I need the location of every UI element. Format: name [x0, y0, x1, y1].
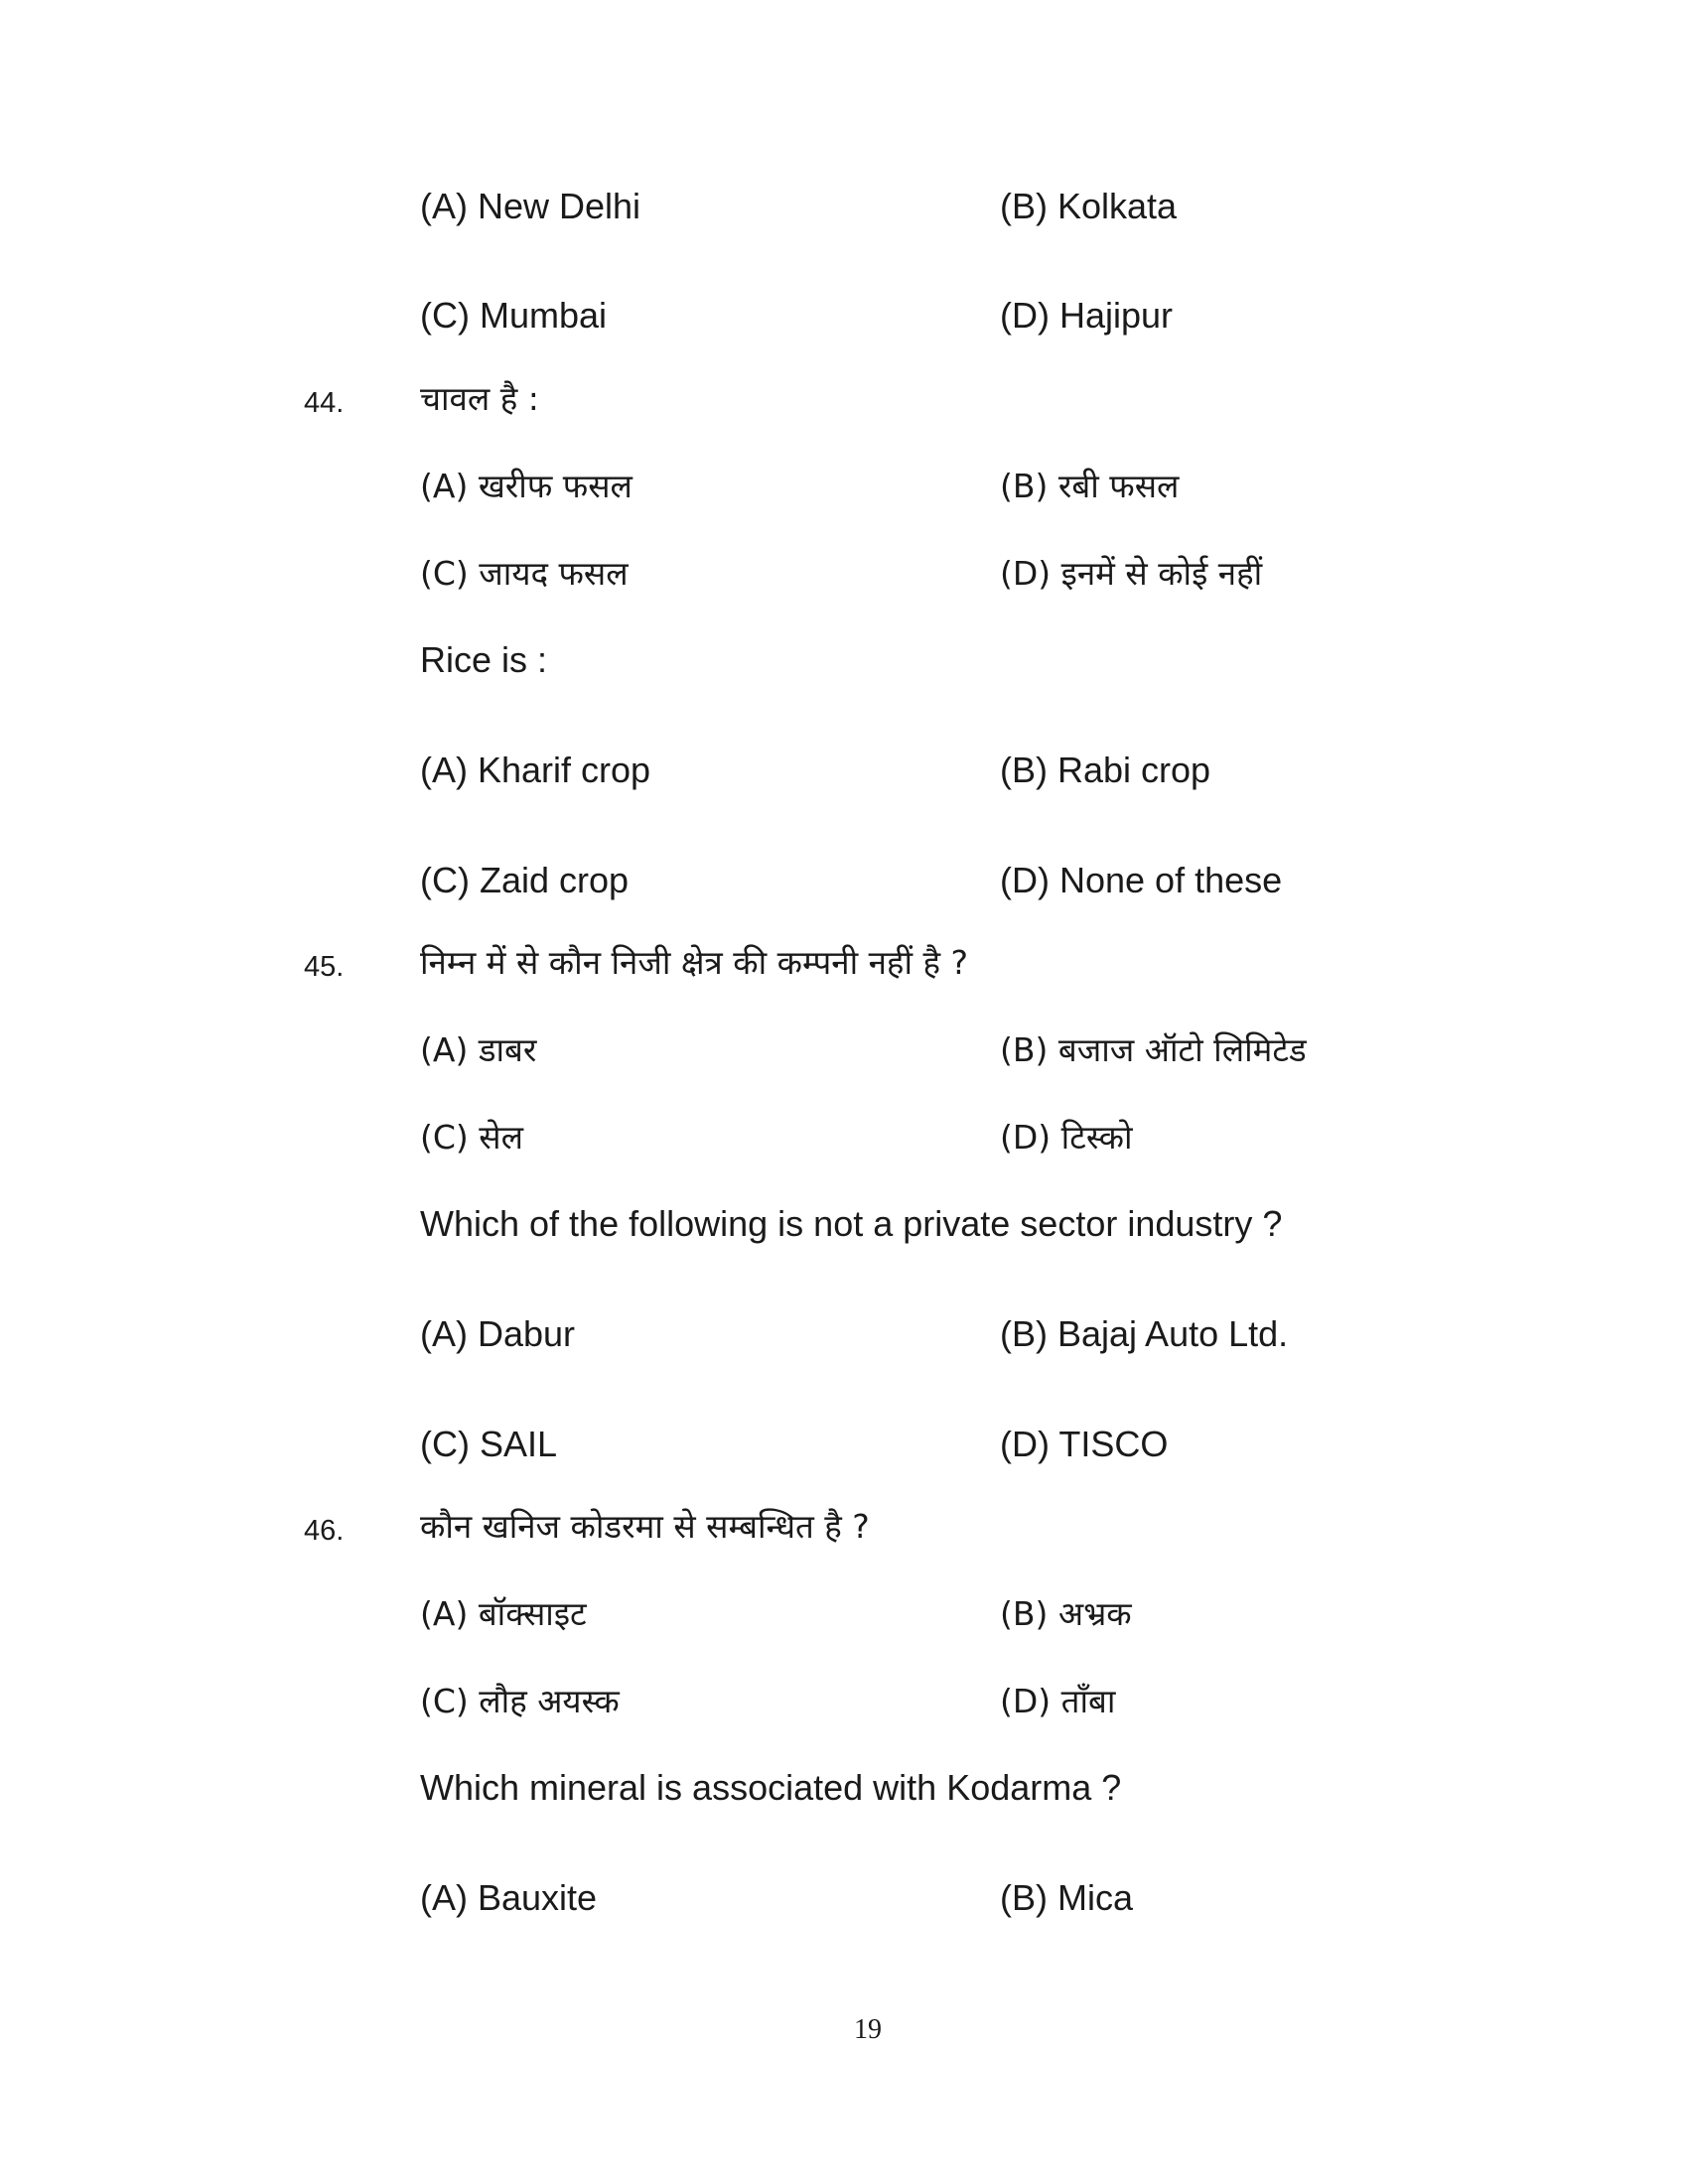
q43-option-d: (D) Hajipur — [1000, 295, 1174, 336]
q45-hindi-option-d: (D) टिस्को — [1000, 1118, 1133, 1157]
q45-number: 45. — [304, 951, 345, 983]
q44-hindi-option-c: (C) जायद फसल — [420, 554, 629, 593]
q46-hindi-option-c: (C) लौह अयस्क — [420, 1682, 620, 1720]
q44-english-option-b: (B) Rabi crop — [1000, 750, 1211, 790]
q46-hindi-option-b: (B) अभ्रक — [1000, 1594, 1132, 1633]
q44-number: 44. — [304, 387, 345, 419]
q45-hindi-question: निम्न में से कौन निजी क्षेत्र की कम्पनी नहीं है ? — [420, 943, 969, 982]
q46-english-option-a: (A) Bauxite — [420, 1877, 598, 1918]
page-number: 19 — [854, 2014, 882, 2045]
q43-option-a: (A) New Delhi — [420, 186, 641, 226]
q44-hindi-option-a: (A) खरीफ फसल — [420, 467, 633, 505]
q46-hindi-option-a: (A) बॉक्साइट — [420, 1594, 587, 1633]
q43-option-b: (B) Kolkata — [1000, 186, 1178, 226]
q45-english-question: Which of the following is not a private sector industry ? — [420, 1203, 1283, 1244]
q45-english-option-a: (A) Dabur — [420, 1313, 576, 1354]
q46-english-option-b: (B) Mica — [1000, 1877, 1133, 1918]
q45-english-option-b: (B) Bajaj Auto Ltd. — [1000, 1313, 1289, 1354]
q45-english-option-d: (D) TISCO — [1000, 1424, 1169, 1464]
q43-option-c: (C) Mumbai — [420, 295, 608, 336]
q46-english-question: Which mineral is associated with Kodarma ? — [420, 1767, 1122, 1808]
q44-hindi-question: चावल है : — [420, 379, 539, 418]
q44-hindi-option-b: (B) रबी फसल — [1000, 467, 1180, 505]
q45-hindi-option-b: (B) बजाज ऑटो लिमिटेड — [1000, 1030, 1307, 1069]
q45-english-option-c: (C) SAIL — [420, 1424, 558, 1464]
q44-english-option-c: (C) Zaid crop — [420, 860, 630, 900]
q44-english-option-d: (D) None of these — [1000, 860, 1283, 900]
q45-hindi-option-a: (A) डाबर — [420, 1030, 537, 1069]
q46-hindi-option-d: (D) ताँबा — [1000, 1682, 1116, 1720]
q45-hindi-option-c: (C) सेल — [420, 1118, 523, 1157]
q46-hindi-question: कौन खनिज कोडरमा से सम्बन्धित है ? — [420, 1507, 870, 1546]
q44-english-option-a: (A) Kharif crop — [420, 750, 651, 790]
q46-number: 46. — [304, 1515, 345, 1547]
q44-english-question: Rice is : — [420, 639, 548, 680]
q44-hindi-option-d: (D) इनमें से कोई नहीं — [1000, 554, 1263, 593]
